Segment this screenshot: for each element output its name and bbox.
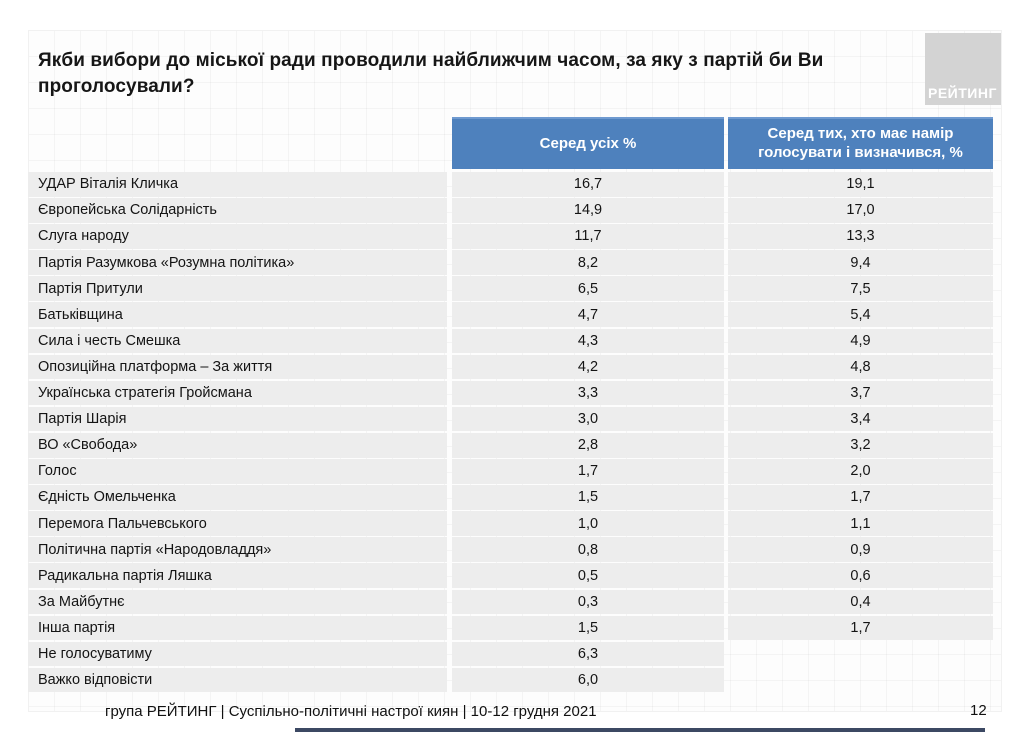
value-among-decided-cell <box>728 642 993 667</box>
bottom-accent-bar <box>295 728 985 732</box>
table-row <box>28 616 993 641</box>
value-among-all-cell: 3,3 <box>452 381 724 406</box>
value-among-all-cell: 1,5 <box>452 485 724 510</box>
source-caption: група РЕЙТИНГ | Суспільно-політичні настрої киян | 10-12 грудня 2021 <box>105 703 597 720</box>
value-among-decided-cell: 0,6 <box>728 563 993 588</box>
party-name-cell: Радикальна партія Ляшка <box>28 563 447 588</box>
value-among-decided-cell: 17,0 <box>728 198 993 223</box>
value-among-decided-cell: 3,2 <box>728 433 993 458</box>
value-among-decided-cell <box>728 668 993 693</box>
table-row <box>28 302 993 327</box>
table-body <box>28 172 993 692</box>
table-row <box>28 642 993 667</box>
table-row <box>28 172 993 197</box>
table-row <box>28 329 993 354</box>
party-name-cell: Інша партія <box>28 616 447 641</box>
value-among-all-cell: 0,8 <box>452 537 724 562</box>
party-name-cell: Не голосуватиму <box>28 642 447 667</box>
value-among-all-cell: 1,0 <box>452 511 724 536</box>
value-among-all-cell: 16,7 <box>452 172 724 197</box>
table-row <box>28 276 993 301</box>
table-row <box>28 407 993 432</box>
table-row <box>28 590 993 615</box>
party-name-cell: Партія Притули <box>28 276 447 301</box>
value-among-all-cell: 4,2 <box>452 355 724 380</box>
value-among-decided-cell: 19,1 <box>728 172 993 197</box>
value-among-all-cell: 14,9 <box>452 198 724 223</box>
column-header-among-all: Серед усіх % <box>452 117 724 169</box>
party-name-cell: Опозиційна платформа – За життя <box>28 355 447 380</box>
value-among-decided-cell: 0,4 <box>728 590 993 615</box>
rating-group-logo <box>925 33 1001 105</box>
value-among-all-cell: 6,0 <box>452 668 724 693</box>
table-row <box>28 537 993 562</box>
value-among-all-cell: 4,3 <box>452 329 724 354</box>
value-among-all-cell: 6,3 <box>452 642 724 667</box>
value-among-all-cell: 4,7 <box>452 302 724 327</box>
column-header-among-decided: Серед тих, хто має намір голосувати і визначився, % <box>728 117 993 169</box>
value-among-decided-cell: 7,5 <box>728 276 993 301</box>
value-among-all-cell: 1,5 <box>452 616 724 641</box>
party-name-cell: Сила і честь Смешка <box>28 329 447 354</box>
table-row <box>28 381 993 406</box>
table-row <box>28 433 993 458</box>
table-row <box>28 563 993 588</box>
value-among-decided-cell: 1,7 <box>728 485 993 510</box>
page-number: 12 <box>970 702 987 719</box>
party-name-cell: УДАР Віталія Кличка <box>28 172 447 197</box>
value-among-all-cell: 6,5 <box>452 276 724 301</box>
table-row <box>28 668 993 693</box>
value-among-decided-cell: 1,7 <box>728 616 993 641</box>
table-row <box>28 250 993 275</box>
value-among-decided-cell: 4,9 <box>728 329 993 354</box>
value-among-decided-cell: 0,9 <box>728 537 993 562</box>
value-among-decided-cell: 3,4 <box>728 407 993 432</box>
value-among-decided-cell: 3,7 <box>728 381 993 406</box>
rating-group-logo-text: РЕЙТИНГ <box>928 85 997 101</box>
value-among-all-cell: 2,8 <box>452 433 724 458</box>
party-name-cell: Батьківщина <box>28 302 447 327</box>
value-among-decided-cell: 5,4 <box>728 302 993 327</box>
value-among-all-cell: 1,7 <box>452 459 724 484</box>
party-name-cell: Перемога Пальчевського <box>28 511 447 536</box>
value-among-decided-cell: 1,1 <box>728 511 993 536</box>
table-row <box>28 459 993 484</box>
table-row <box>28 355 993 380</box>
party-name-cell: Єдність Омельченка <box>28 485 447 510</box>
value-among-decided-cell: 2,0 <box>728 459 993 484</box>
table-row <box>28 511 993 536</box>
party-name-cell: Українська стратегія Гройсмана <box>28 381 447 406</box>
results-table <box>28 117 993 692</box>
table-row <box>28 485 993 510</box>
slide-title: Якби вибори до міської ради проводили найближчим часом, за яку з партій би Ви проголосували? <box>38 50 824 98</box>
party-name-cell: ВО «Свобода» <box>28 433 447 458</box>
value-among-decided-cell: 4,8 <box>728 355 993 380</box>
table-row <box>28 198 993 223</box>
party-name-cell: Важко відповісти <box>28 668 447 693</box>
value-among-all-cell: 11,7 <box>452 224 724 249</box>
value-among-all-cell: 0,5 <box>452 563 724 588</box>
party-name-cell: За Майбутнє <box>28 590 447 615</box>
party-name-cell: Партія Шарія <box>28 407 447 432</box>
value-among-all-cell: 3,0 <box>452 407 724 432</box>
table-header-row <box>452 117 993 169</box>
party-name-cell: Європейська Солідарність <box>28 198 447 223</box>
party-name-cell: Партія Разумкова «Розумна політика» <box>28 250 447 275</box>
value-among-all-cell: 8,2 <box>452 250 724 275</box>
table-row <box>28 224 993 249</box>
party-name-cell: Слуга народу <box>28 224 447 249</box>
party-name-cell: Голос <box>28 459 447 484</box>
value-among-decided-cell: 13,3 <box>728 224 993 249</box>
value-among-decided-cell: 9,4 <box>728 250 993 275</box>
value-among-all-cell: 0,3 <box>452 590 724 615</box>
party-name-cell: Політична партія «Народовладдя» <box>28 537 447 562</box>
